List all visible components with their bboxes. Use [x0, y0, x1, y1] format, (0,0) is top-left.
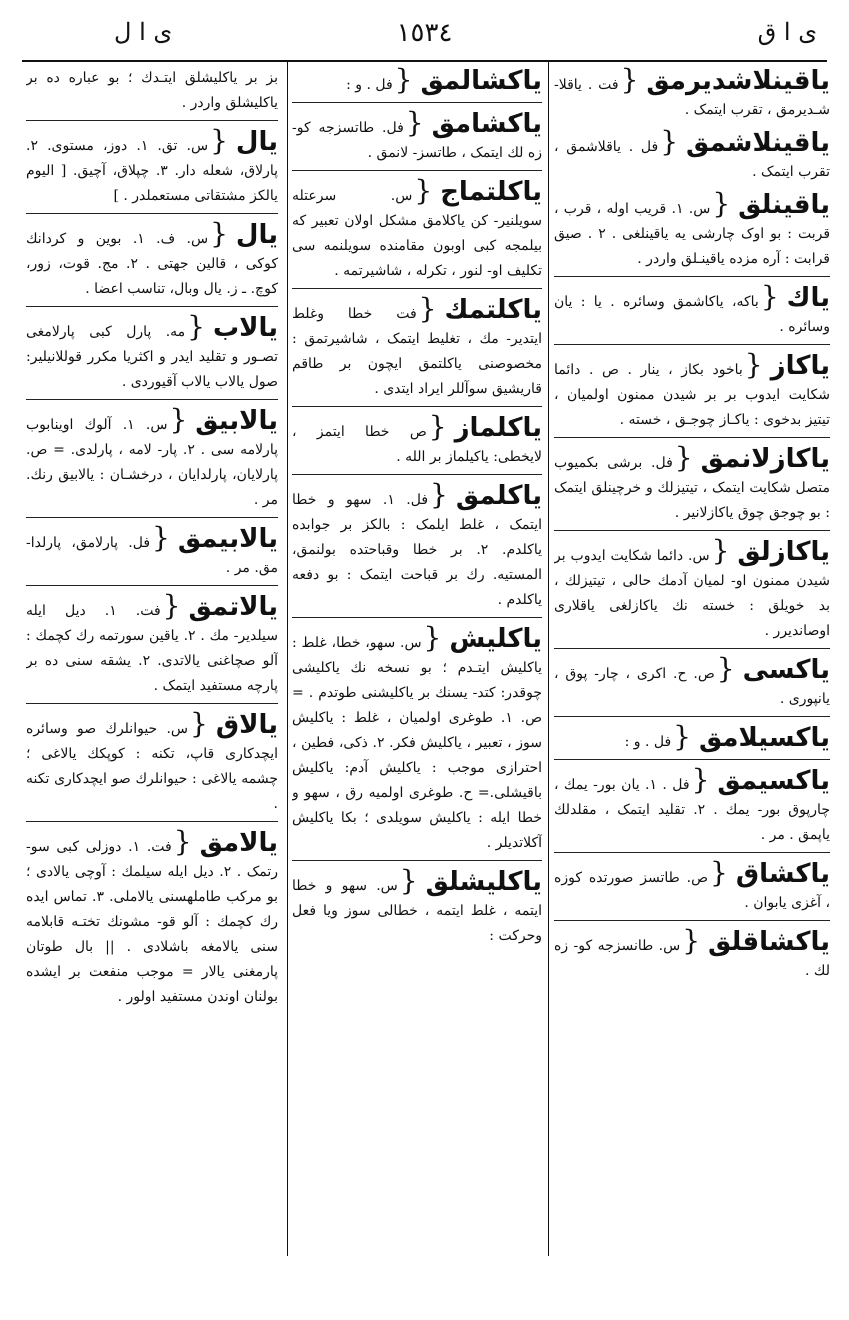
entry-headword: یال	[235, 127, 278, 157]
entry-headword: یالاق	[215, 710, 278, 740]
entry-headword: یالابیق	[195, 406, 278, 436]
dictionary-entry	[292, 478, 542, 618]
header-left-guide-word: ی ا ل	[114, 18, 173, 46]
entry-headword: یال	[235, 220, 278, 250]
entry-definition: فت. ۱. دوزلی کبی سو- رتمک . ۲. دیل ایله سیلمك : آوچی یالادی ؛ بو مرکب طاملهسنی یالاملی. ۳. تماس ایده رك کچمك : آلو قو- مشونك تختـه قابلامه سنی یالامغه باشلادی . || بال طوتان پارمغنی یالار = موجب منفعت بر ایشده بولنان اوندن مستفید اولور .	[26, 839, 278, 1005]
entry-definition: فل . و :	[624, 734, 672, 750]
entry-definition: مه. پارل کبی پارلامغی تصـور و تقلید ایدر و اکثریا مکرر قوللانیلیر: صول یالاب یالاب آقیوردی .	[26, 324, 278, 390]
dictionary-entry	[554, 66, 830, 123]
page-header	[0, 18, 849, 58]
dictionary-entry	[292, 864, 542, 949]
brace-glyph: {	[210, 124, 228, 157]
brace-glyph: {	[423, 621, 442, 654]
dictionary-entry	[292, 66, 542, 103]
column-left	[26, 66, 278, 1256]
entry-headword: یالامق	[199, 828, 278, 858]
entry-definition: فل. برشی بکمیوب متصل شکایت ایتمک ، تیتیزلك و خرچینلق ایتمک : بو چوجق چوق یاکازلانیر .	[554, 455, 830, 521]
brace-glyph: {	[710, 856, 728, 889]
entry-definition: فل . یاقلاشمق ، تقرب ایتمک .	[554, 139, 830, 180]
entry-headword: یاكشامق	[431, 109, 542, 139]
entry-definition: ص. طاتسز صورتده کوزه ، آغزی یابوان .	[554, 870, 830, 911]
dictionary-entry	[554, 280, 830, 345]
dictionary-entry	[554, 187, 830, 277]
brace-glyph: {	[660, 125, 679, 158]
brace-glyph: {	[760, 280, 779, 313]
entry-definition: ص. ح. اکری ، چار- پوق ، یانپوری .	[554, 666, 830, 707]
entry-headword: یاك	[786, 283, 830, 313]
brace-glyph: {	[152, 521, 170, 554]
entry-definition: باخود بکاز ، ینار . ص . دائما شکایت ایدوب بر بر شیدن ممنون اولمیان ، تیتیز بدخوی : یاکـاز چوجـق ، خسته .	[554, 362, 830, 428]
dictionary-entry	[26, 217, 278, 307]
entry-definition: باکه، یاکاشمق وسائره . یا : یان وسائره .	[554, 294, 830, 335]
brace-glyph: {	[673, 720, 691, 753]
dictionary-entry	[554, 125, 830, 185]
brace-glyph: {	[190, 707, 208, 740]
dictionary-entry	[292, 410, 542, 475]
brace-glyph: {	[682, 924, 701, 957]
brace-glyph: {	[691, 763, 710, 796]
entry-headword: یالاتمق	[188, 592, 278, 622]
brace-glyph: {	[674, 441, 693, 474]
entry-definition: س. سهو، خطا، غلط : یاکلیش ایتـدم ؛ بو نسخه نك یاکلیشی چوقدر: کتد- یسنك بر یاکلیشنی طوتدم . = ص. ۱. طوغری اولمیان ، غلط : یاکلیش سوز ، تعبیر ، یاکلیش فکر. ۲. ذکی، فطین ، احترازی موجب : یاکلیش آدم: یاکلیش باقیشلی.= ح. طوغری اولمیه رق ، سهو و خطا ایله : یاکلیش سویلدی ؛ بکا یاکلیش آکلاتدیلر .	[292, 635, 542, 851]
brace-glyph: {	[210, 217, 228, 250]
entry-definition: س. طانسزجه کو- زه لك .	[554, 938, 830, 979]
brace-glyph: {	[711, 534, 730, 567]
entry-headword: یاكازلانمق	[700, 444, 830, 474]
column-right	[554, 66, 830, 1256]
entry-definition: فت خطا وغلط ایتدیر- مك ، تغلیط ایتمک ، شاشیرتمق : مخصوصنی یاکلتمق ایچون بر طاقم قاریشیق سوآللر ایراد ایتدی .	[292, 306, 542, 397]
entry-headword: یاكلتمك	[444, 295, 542, 325]
entry-headword: یاكلیش	[449, 624, 542, 654]
entry-definition: فت. ۱. دیل ایله سیلدیر- مك . ۲. یاقین سورتمه رك کچمك : آلو صچاغنی یالاتدی. ۲. یشقه سنی ده بر پارچه مستفید ایتمک .	[26, 603, 278, 694]
dictionary-entry	[554, 534, 830, 649]
brace-glyph: {	[399, 864, 418, 897]
dictionary-entry	[554, 924, 830, 984]
dictionary-entry	[26, 825, 278, 1010]
dictionary-entry	[26, 589, 278, 704]
entry-definition: س. حیوانلرك صو وسائره ایچدکاری قاپ، تکنه : کوپکك یالاغی ؛ چشمه یالاغی : حیوانلرك صو ایچدکاری تکنه .	[26, 721, 278, 812]
dictionary-entry	[292, 292, 542, 407]
column-divider-right	[548, 62, 549, 1256]
entry-headword: یاكسیلامق	[699, 723, 830, 753]
brace-glyph: {	[394, 66, 413, 96]
entry-definition: فل. ۱. سهو و خطا ایتمک ، غلط ایلمک : بالکز بر جوابده یاکلدم. ۲. بر خطا وقباحتده بولنمق، المستیه. رك بر قباحت ایتمک : بو دفعه یاکلدم .	[292, 492, 542, 608]
header-right-guide-word: ی ا ق	[757, 18, 817, 46]
entry-headword: یاقینلاشمق	[686, 128, 830, 158]
brace-glyph: {	[187, 310, 205, 343]
dictionary-entry	[292, 106, 542, 171]
dictionary-entry	[554, 763, 830, 853]
brace-glyph: {	[405, 106, 424, 139]
dictionary-entry	[26, 403, 278, 518]
dictionary-entry	[554, 720, 830, 760]
dictionary-entry	[292, 174, 542, 289]
entry-headword: یاكاز	[770, 351, 830, 381]
entry-definition: فل . ۱. یان بور- یمك ، چارپوق بور- یمك . ۲. تقلید ایتمک ، مقلدلك یاپمق . مر .	[554, 777, 830, 843]
entry-headword: یاكشاق	[735, 859, 830, 889]
brace-glyph: {	[414, 174, 433, 207]
dictionary-entry	[554, 348, 830, 438]
entry-headword: یاقینلق	[738, 190, 830, 220]
dictionary-entry	[26, 707, 278, 822]
dictionary-entry	[554, 652, 830, 717]
brace-glyph: {	[620, 66, 639, 96]
entry-headword: یاقینلاشدیرمق	[646, 66, 830, 96]
dictionary-entry	[26, 124, 278, 214]
entry-headword: یاكشاقلق	[708, 927, 830, 957]
brace-glyph: {	[169, 403, 188, 436]
entry-definition: بز بر یاکلیشلق ایتـدك ؛ بو عباره ده بر یاکلیشلق واردر .	[26, 70, 278, 111]
entry-headword: یالاب	[212, 313, 278, 343]
entry-headword: یاكسی	[742, 655, 830, 685]
entry-headword: یاكلماز	[454, 413, 542, 443]
entry-definition: س. تق. ۱. دوز، مستوی. ۲. پارلاق، شعله دار. ۳. چپلاق، آچیق. [ الیوم یالکز مشتقاتی مستعملدر . ]	[26, 138, 278, 204]
brace-glyph: {	[744, 348, 763, 381]
entry-headword: یاكلتماج	[440, 177, 542, 207]
dictionary-entry	[292, 621, 542, 861]
dictionary-entry	[554, 856, 830, 921]
page-number: ۱٥۳٤	[396, 18, 453, 48]
entry-definition: س. ف. ۱. بوین و کردانك کوکی ، قالین جهتی . ۲. مج. قوت، زور، کوچ. ـ ز. یال وبال، تناسب اعضا .	[26, 231, 278, 297]
brace-glyph: {	[716, 652, 735, 685]
entry-headword: یالابیمق	[177, 524, 278, 554]
brace-glyph: {	[173, 825, 192, 858]
brace-glyph: {	[418, 292, 437, 325]
entry-definition: س. دائما شکایت ایدوب بر شیدن ممنون او- لمیان آدمك حالی ، تیتیزلك ، بد خویلق : خسته نك یاکازلغی یاقلاری اوصاندیرر .	[554, 548, 830, 639]
header-rule	[22, 60, 827, 62]
brace-glyph: {	[430, 478, 448, 511]
entry-definition: ص خطا ایتمز ، لایخطی: یاکیلماز بر الله .	[292, 424, 542, 465]
entry-definition: فل. پارلامق، پارلدا- مق. مر .	[26, 535, 278, 576]
entry-definition: فل. طاتسزجه کو- زه لك ایتمک ، طاتسز- لانمق .	[292, 120, 542, 161]
entry-definition: س. ۱. قریب اوله ، قرب ، قربت : بو اوک چارشی یه یاقینلغی . ۲ . صیق قرابت : آره مزده یاقینـلق واردر .	[554, 201, 830, 267]
entry-definition: س. سرعتله سویلنیر- کن یاکلامق مشکل اولان تعبیر که بیلمجه کبی اوبون مقامنده سویلنمه سی تکلیف او- لنور ، تکرله ، شاشیرتمه .	[292, 188, 542, 279]
entry-headword: یاكشالمق	[420, 66, 542, 96]
brace-glyph: {	[712, 187, 731, 220]
column-divider-left	[287, 62, 288, 1256]
dictionary-entry	[26, 310, 278, 400]
brace-glyph: {	[162, 589, 181, 622]
entry-headword: یاكلمق	[455, 481, 542, 511]
entry-headword: یاكلیشلق	[425, 867, 542, 897]
dictionary-entry	[26, 521, 278, 586]
entry-definition: فت . یاقلا- شـدیرمق ، تقرب ایتمک .	[554, 77, 830, 118]
brace-glyph: {	[428, 410, 447, 443]
entry-headword: یاكسیمق	[717, 766, 830, 796]
dictionary-entry	[554, 441, 830, 531]
entry-definition: س. ۱. آلوك اوینابوب پارلامه سی . ۲. پار- لامه ، پارلدی. = ص. پارلایان، پارلدایان ، درخشـان : یالابیق رنك. مر .	[26, 417, 278, 508]
entry-headword: یاكازلق	[737, 537, 830, 567]
entry-definition: فل . و :	[346, 77, 393, 93]
entry-definition: س. سهو و خطا ایتمه ، غلط ایتمه ، خطالی سوز ویا فعل وحرکت :	[292, 878, 542, 944]
dictionary-entry	[26, 66, 278, 121]
column-middle	[292, 66, 542, 1256]
